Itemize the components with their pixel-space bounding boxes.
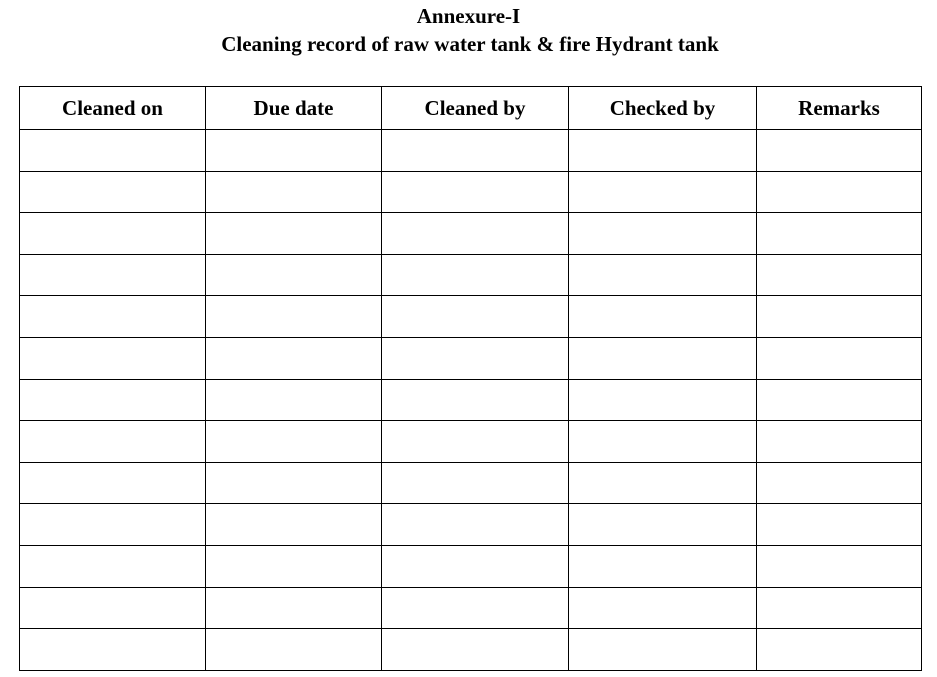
table-cell (569, 462, 757, 504)
table-cell (206, 130, 382, 172)
table-cell (382, 130, 569, 172)
table-cell (382, 254, 569, 296)
annexure-label: Annexure-I (416, 4, 521, 28)
table-cell (206, 421, 382, 463)
table-row (20, 462, 922, 504)
column-header-checked-by: Checked by (569, 87, 757, 130)
table-cell (20, 629, 206, 671)
table-cell (757, 130, 922, 172)
table-row (20, 504, 922, 546)
table-cell (206, 545, 382, 587)
table-cell (569, 629, 757, 671)
table-cell (206, 337, 382, 379)
table-cell (206, 462, 382, 504)
table-cell (569, 130, 757, 172)
table-cell (20, 587, 206, 629)
table-cell (20, 130, 206, 172)
table-cell (569, 421, 757, 463)
table-cell (382, 296, 569, 338)
table-cell (20, 213, 206, 255)
table-cell (206, 296, 382, 338)
table-cell (382, 421, 569, 463)
table-cell (20, 337, 206, 379)
table-cell (206, 213, 382, 255)
table-cell (206, 504, 382, 546)
table-row (20, 130, 922, 172)
table-cell (382, 171, 569, 213)
cleaning-record-table (19, 86, 922, 671)
table-cell (20, 545, 206, 587)
table-cell (757, 337, 922, 379)
table-cell (20, 171, 206, 213)
table-cell (757, 254, 922, 296)
table-cell (569, 337, 757, 379)
table-cell (206, 254, 382, 296)
table-cell (20, 254, 206, 296)
table-cell (382, 629, 569, 671)
table-cell (757, 421, 922, 463)
column-header-remarks: Remarks (757, 87, 922, 130)
table-cell (757, 587, 922, 629)
table-cell (757, 379, 922, 421)
table-cell (20, 462, 206, 504)
table-cell (382, 545, 569, 587)
table-cell (757, 171, 922, 213)
table-row (20, 379, 922, 421)
table-cell (757, 629, 922, 671)
table-row (20, 587, 922, 629)
page-title: Cleaning record of raw water tank & fire Hydrant tank (221, 32, 719, 56)
table-cell (569, 213, 757, 255)
table-cell (20, 504, 206, 546)
table-cell (569, 379, 757, 421)
table-cell (206, 171, 382, 213)
table-cell (757, 504, 922, 546)
table-row (20, 337, 922, 379)
table-row (20, 213, 922, 255)
table-row (20, 254, 922, 296)
table-row (20, 421, 922, 463)
table-cell (382, 504, 569, 546)
table-row (20, 171, 922, 213)
table-row (20, 545, 922, 587)
table-cell (757, 545, 922, 587)
column-header-cleaned-on: Cleaned on (20, 87, 206, 130)
table-cell (382, 462, 569, 504)
table-cell (757, 213, 922, 255)
table-cell (569, 171, 757, 213)
table-cell (569, 545, 757, 587)
table-cell (20, 421, 206, 463)
column-header-due-date: Due date (206, 87, 382, 130)
table-header-row (20, 87, 922, 130)
table-cell (569, 504, 757, 546)
table-cell (382, 337, 569, 379)
table-cell (382, 587, 569, 629)
table-cell (20, 296, 206, 338)
table-cell (20, 379, 206, 421)
table-cell (569, 296, 757, 338)
table-cell (569, 587, 757, 629)
table-cell (206, 629, 382, 671)
table-cell (757, 296, 922, 338)
table-cell (757, 462, 922, 504)
table-cell (382, 213, 569, 255)
column-header-cleaned-by: Cleaned by (382, 87, 569, 130)
table-row (20, 629, 922, 671)
table-cell (206, 379, 382, 421)
table-cell (382, 379, 569, 421)
table-body (20, 130, 922, 671)
table-row (20, 296, 922, 338)
table-cell (206, 587, 382, 629)
table-cell (569, 254, 757, 296)
